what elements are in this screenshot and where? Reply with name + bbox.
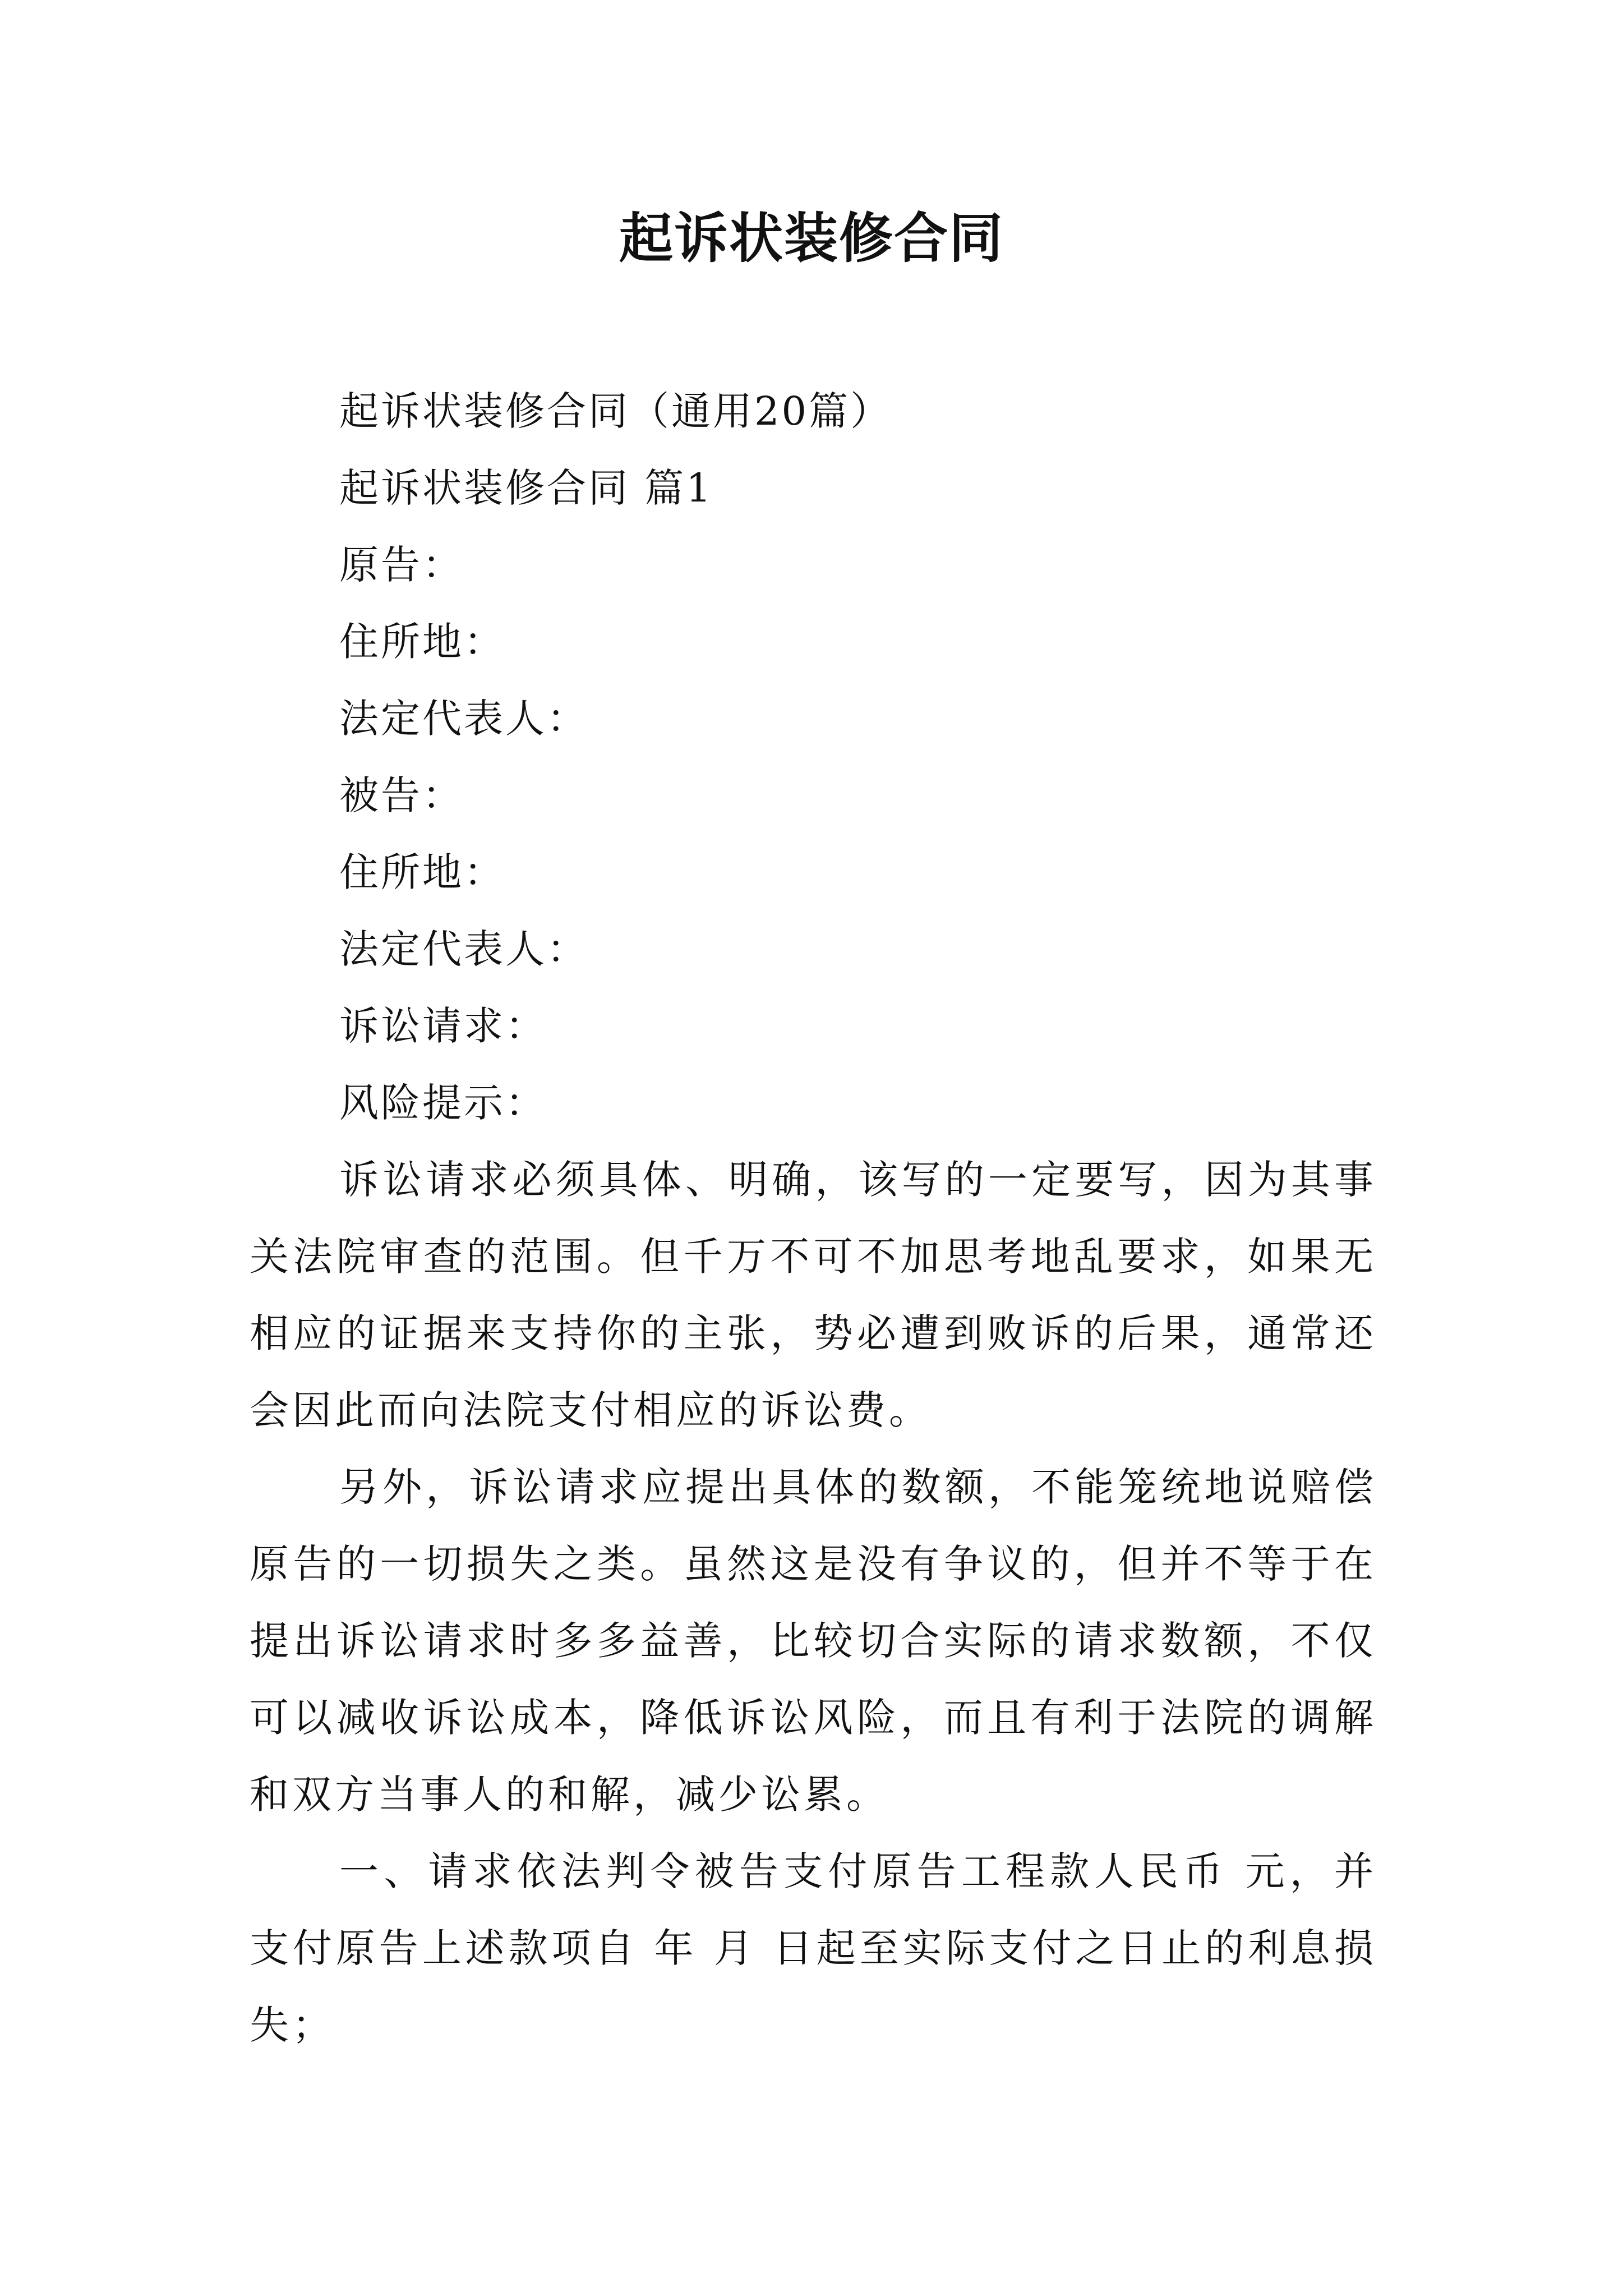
document-body — [250, 373, 1377, 2064]
claim-item-1: 一、请求依法判令被告支付原告工程款人民币 元，并支付原告上述款项自 年 月 日起至实际支付之日止的利息损失； — [250, 1848, 1377, 2048]
defendant-representative-label: 法定代表人： — [339, 926, 588, 972]
section-heading: 起诉状装修合同 篇1 — [339, 465, 713, 511]
plaintiff-representative-label: 法定代表人： — [339, 696, 588, 742]
document-title: 起诉状装修合同 — [619, 206, 1004, 270]
defendant-label: 被告： — [339, 772, 464, 818]
plaintiff-address-label: 住所地： — [339, 619, 505, 665]
subtitle-line: 起诉状装修合同（通用20篇） — [339, 388, 892, 434]
risk-notice-label: 风险提示： — [339, 1080, 547, 1126]
claims-label: 诉讼请求： — [339, 1003, 547, 1049]
risk-paragraph-2: 另外，诉讼请求应提出具体的数额，不能笼统地说赔偿原告的一切损失之类。虽然这是没有争议的，但并不等于在提出诉讼请求时多多益善，比较切合实际的请求数额，不仅可以减收诉讼成本，降低诉讼风险，而且有利于法院的调解和双方当事人的和解，减少讼累。 — [250, 1464, 1377, 1818]
risk-paragraph-1: 诉讼请求必须具体、明确，该写的一定要写，因为其事关法院审查的范围。但千万不可不加思考地乱要求，如果无相应的证据来支持你的主张，势必遭到败诉的后果，通常还会因此而向法院支付相应的诉讼费。 — [250, 1157, 1377, 1433]
plaintiff-label: 原告： — [339, 542, 464, 588]
defendant-address-label: 住所地： — [339, 849, 505, 895]
